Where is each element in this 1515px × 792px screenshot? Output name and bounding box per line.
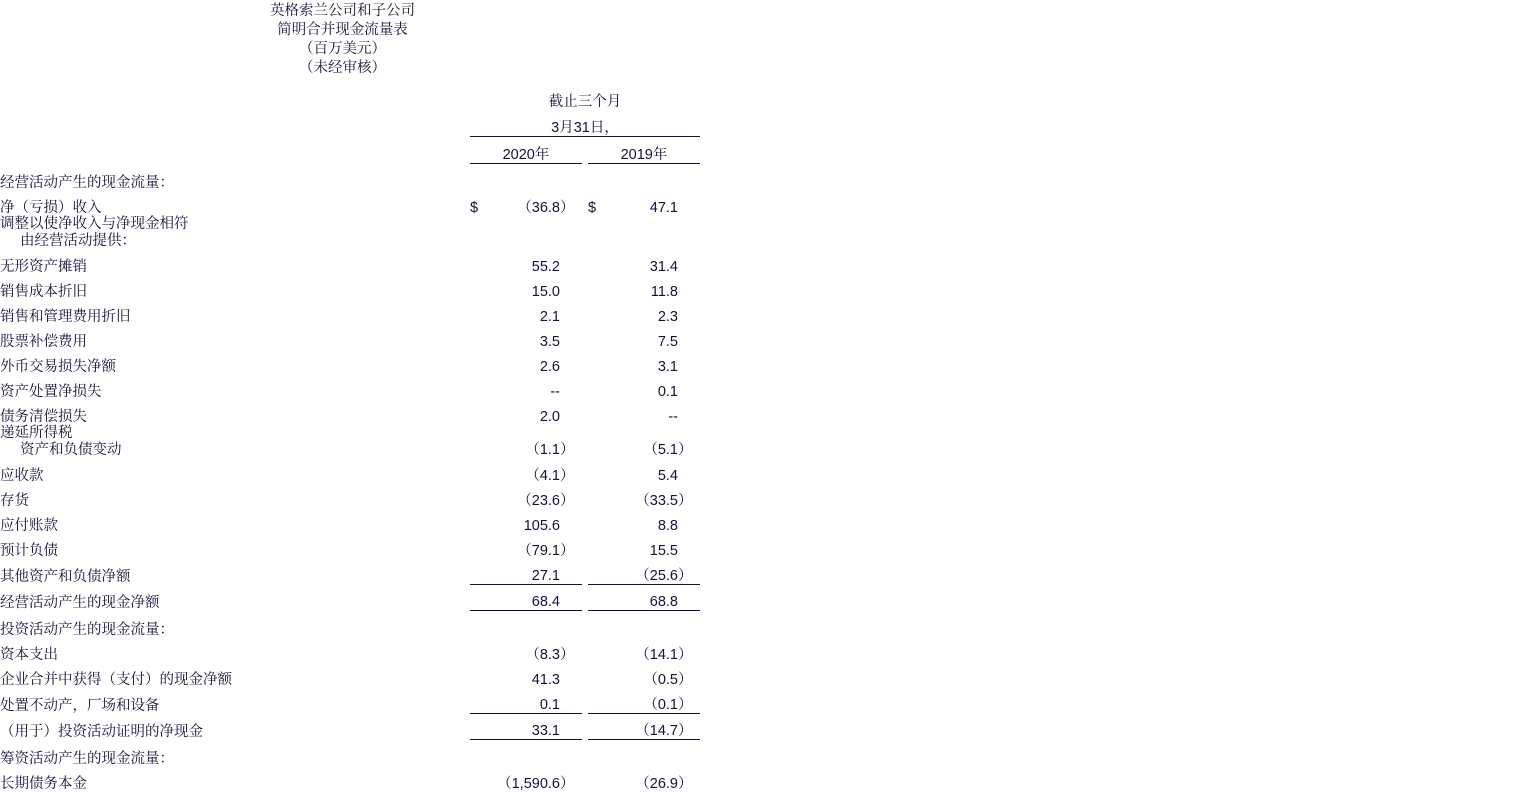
row-value-2020: -- — [550, 384, 560, 400]
row-value-2020: 0.1 — [488, 688, 560, 714]
row-value-2020-paren: ） — [560, 442, 575, 458]
title-unaudited: （未经审核） — [299, 60, 386, 76]
row-value-2020: 2.0 — [539, 409, 560, 425]
table-row — [0, 688, 700, 714]
row-currency-symbol-2020 — [470, 638, 488, 663]
row-currency-symbol-2019 — [588, 250, 606, 275]
row-value-2019-paren — [678, 216, 700, 250]
row-label-line2: 资产和负债变动 — [20, 442, 122, 458]
row-value-2020-paren: ） — [560, 200, 575, 216]
row-currency-symbol-2020 — [470, 275, 488, 300]
row-label-line1: 递延所得税 — [0, 425, 73, 441]
row-label: 净（亏损）收入 — [0, 200, 102, 216]
row-label: 经营活动产生的现金流量： — [0, 175, 174, 191]
row-currency-symbol-2019 — [588, 425, 606, 459]
row-value-2019-paren — [678, 300, 700, 325]
table-row — [0, 250, 700, 275]
table-row — [0, 484, 700, 509]
row-value-2019: 47.1 — [649, 200, 678, 216]
row-currency-symbol-2019 — [588, 325, 606, 350]
row-label-line2: 由经营活动提供： — [20, 233, 136, 249]
table-body — [0, 84, 700, 792]
row-value-2020 — [488, 164, 560, 192]
row-value-2019: 11.8 — [650, 284, 678, 300]
row-currency-symbol-2020 — [470, 164, 488, 192]
row-value-2019-paren: ） — [678, 442, 693, 458]
row-value-2020-paren — [560, 400, 582, 425]
row-value-2019-paren: ） — [678, 672, 693, 688]
row-value-2019: （33.5 — [635, 493, 678, 509]
row-value-2020: （1,590.6 — [497, 776, 560, 792]
row-currency-symbol-2019 — [588, 164, 606, 192]
row-label-line1: 调整以使净收入与净现金相符 — [0, 216, 189, 232]
title-units: （百万美元） — [299, 41, 386, 57]
table-row — [0, 740, 700, 768]
row-currency-symbol-2020 — [470, 559, 488, 585]
row-label: 销售和管理费用折旧 — [0, 309, 131, 325]
row-value-2019: 0.1 — [657, 384, 678, 400]
header-row-date — [0, 110, 700, 137]
row-value-2019-paren — [678, 375, 700, 400]
table-row — [0, 375, 700, 400]
row-label: 处置不动产，厂场和设备 — [0, 697, 160, 714]
row-currency-symbol-2020 — [470, 484, 488, 509]
row-label: 应付账款 — [0, 518, 58, 534]
title-company: 英格索兰公司和子公司 — [270, 3, 415, 19]
row-currency-symbol-2019 — [588, 216, 606, 250]
row-value-2020-paren — [560, 350, 582, 375]
table-row — [0, 559, 700, 585]
header-row-period — [0, 84, 700, 110]
row-value-2020-paren — [560, 611, 582, 639]
row-value-2020-paren — [560, 740, 582, 768]
row-label: 销售成本折旧 — [0, 284, 87, 300]
cash-flow-table — [0, 84, 700, 792]
table-row — [0, 191, 700, 216]
row-label — [0, 216, 470, 250]
row-value-2019: 8.8 — [657, 518, 678, 534]
row-value-2020: （36.8 — [517, 200, 560, 216]
row-value-2019-paren — [678, 509, 700, 534]
row-value-2020-paren: ） — [560, 647, 575, 663]
row-currency-symbol-2020 — [470, 459, 488, 484]
row-value-2020-paren: ） — [560, 543, 575, 559]
row-currency-symbol-2020 — [470, 325, 488, 350]
row-value-2019: 15.5 — [649, 543, 678, 559]
header-year-2020: 2020年 — [470, 137, 582, 164]
table-row — [0, 164, 700, 192]
row-value-2020-paren — [560, 509, 582, 534]
header-period-label: 截止三个月 — [548, 94, 622, 110]
row-value-2020-paren — [560, 216, 582, 250]
row-currency-symbol-2019 — [588, 375, 606, 400]
row-currency-symbol-2020 — [470, 300, 488, 325]
row-currency-symbol-2020 — [470, 740, 488, 768]
row-value-2020 — [488, 216, 560, 250]
row-currency-symbol-2020 — [470, 688, 488, 714]
row-currency-symbol-2019 — [588, 400, 606, 425]
row-label: 预计负债 — [0, 543, 58, 559]
row-currency-symbol-2019 — [588, 350, 606, 375]
row-value-2020 — [488, 611, 560, 639]
row-currency-symbol-2020 — [470, 400, 488, 425]
row-value-2019: 2.3 — [657, 309, 678, 325]
row-value-2019: 31.4 — [649, 259, 678, 275]
row-currency-symbol-2020 — [470, 375, 488, 400]
row-value-2020-paren: ） — [560, 493, 575, 509]
row-value-2019-paren — [678, 611, 700, 639]
row-value-2020: 41.3 — [531, 672, 560, 688]
row-value-2020: （23.6 — [517, 493, 560, 509]
row-value-2019-paren: ） — [678, 493, 693, 509]
row-currency-symbol-2020 — [470, 714, 488, 740]
table-row — [0, 275, 700, 300]
row-value-2020-paren — [560, 325, 582, 350]
row-value-2020: 105.6 — [523, 518, 560, 534]
table-row — [0, 400, 700, 425]
row-value-2019-paren — [678, 740, 700, 768]
row-value-2019 — [606, 216, 678, 250]
row-value-2019-paren — [678, 534, 700, 559]
row-value-2020: 68.4 — [488, 585, 560, 611]
row-value-2020-paren — [560, 300, 582, 325]
row-value-2020-paren — [560, 275, 582, 300]
row-value-2020: 15.0 — [531, 284, 560, 300]
row-label: 应收款 — [0, 468, 44, 484]
row-value-2019: 3.1 — [657, 359, 678, 375]
row-value-2019-paren — [678, 164, 700, 192]
row-value-2020-paren — [560, 714, 582, 740]
row-currency-symbol-2020 — [470, 425, 488, 459]
row-label: 长期债务本金 — [0, 776, 87, 792]
row-value-2019-paren: ） — [678, 647, 693, 663]
row-currency-symbol-2019 — [588, 509, 606, 534]
row-value-2019-paren: ） — [678, 776, 693, 792]
row-value-2019-paren: ） — [678, 714, 700, 740]
row-value-2020: （1.1 — [525, 442, 560, 458]
row-label: 企业合并中获得（支付）的现金净额 — [0, 672, 232, 688]
row-currency-symbol-2019 — [588, 585, 606, 611]
row-label: 筹资活动产生的现金流量： — [0, 751, 174, 767]
row-value-2020: 27.1 — [488, 559, 560, 585]
row-currency-symbol-2019 — [588, 663, 606, 688]
table-row — [0, 611, 700, 639]
table-row — [0, 459, 700, 484]
row-currency-symbol-2019 — [588, 484, 606, 509]
row-currency-symbol-2019 — [588, 534, 606, 559]
row-value-2020-paren: ） — [560, 776, 575, 792]
row-value-2020: （79.1 — [517, 543, 560, 559]
row-currency-symbol-2020 — [470, 216, 488, 250]
row-value-2020: 33.1 — [488, 714, 560, 740]
table-row — [0, 509, 700, 534]
row-currency-symbol-2019 — [588, 275, 606, 300]
row-value-2019-paren — [678, 459, 700, 484]
row-currency-symbol-2020 — [470, 611, 488, 639]
row-currency-symbol-2020: $ — [470, 200, 479, 216]
header-year-2019: 2019年 — [588, 137, 700, 164]
row-value-2019: （25.6 — [606, 559, 678, 585]
row-currency-symbol-2019 — [588, 688, 606, 714]
row-value-2020-paren — [560, 688, 582, 714]
table-row — [0, 663, 700, 688]
row-value-2019-paren — [678, 325, 700, 350]
row-value-2020: 2.6 — [539, 359, 560, 375]
row-value-2019: （5.1 — [643, 442, 678, 458]
row-value-2019-paren — [678, 250, 700, 275]
table-row — [0, 714, 700, 740]
row-label: 资产处置净损失 — [0, 384, 102, 400]
row-value-2019: 68.8 — [606, 585, 678, 611]
row-value-2020: 55.2 — [531, 259, 560, 275]
table-row — [0, 638, 700, 663]
table-row — [0, 585, 700, 611]
row-value-2020-paren — [560, 663, 582, 688]
table-row — [0, 534, 700, 559]
row-value-2019: 7.5 — [657, 334, 678, 350]
row-value-2019: （14.1 — [635, 647, 678, 663]
row-currency-symbol-2019 — [588, 459, 606, 484]
header-row-years — [0, 137, 700, 164]
row-value-2020-paren — [560, 585, 582, 611]
row-value-2019: 5.4 — [657, 468, 678, 484]
table-row — [0, 325, 700, 350]
title-statement: 简明合并现金流量表 — [277, 22, 408, 38]
row-value-2019-paren — [678, 191, 700, 216]
row-label: 外币交易损失净额 — [0, 359, 116, 375]
row-value-2019-paren: ） — [678, 688, 700, 714]
row-currency-symbol-2020 — [470, 663, 488, 688]
row-currency-symbol-2019: $ — [588, 200, 597, 216]
row-currency-symbol-2020 — [470, 350, 488, 375]
table-row — [0, 300, 700, 325]
row-value-2019 — [606, 611, 678, 639]
row-value-2019-paren: ） — [678, 559, 700, 585]
row-currency-symbol-2019 — [588, 638, 606, 663]
row-value-2019: （0.5 — [643, 672, 678, 688]
row-value-2020: 3.5 — [539, 334, 560, 350]
row-value-2019: （26.9 — [635, 776, 678, 792]
row-label: 资本支出 — [0, 647, 58, 663]
table-row — [0, 425, 700, 459]
row-value-2020: （8.3 — [525, 647, 560, 663]
row-value-2019 — [606, 164, 678, 192]
row-currency-symbol-2019 — [588, 611, 606, 639]
statement-title — [0, 2, 685, 78]
table-row — [0, 767, 700, 792]
row-currency-symbol-2019 — [588, 559, 606, 585]
row-value-2020: 2.1 — [539, 309, 560, 325]
row-label: 投资活动产生的现金流量： — [0, 622, 174, 638]
row-value-2019 — [606, 740, 678, 768]
row-label: 经营活动产生的现金净额 — [0, 594, 160, 611]
row-currency-symbol-2019 — [588, 300, 606, 325]
table-row — [0, 350, 700, 375]
row-currency-symbol-2020 — [470, 534, 488, 559]
row-label: 存货 — [0, 493, 29, 509]
table-row — [0, 216, 700, 250]
row-label: 股票补偿费用 — [0, 334, 87, 350]
row-label: 无形资产摊销 — [0, 259, 87, 275]
row-value-2020-paren — [560, 250, 582, 275]
header-date-label: 3月31日， — [470, 110, 700, 137]
row-currency-symbol-2020 — [470, 585, 488, 611]
row-value-2020-paren: ） — [560, 468, 575, 484]
row-currency-symbol-2019 — [588, 767, 606, 792]
row-value-2020 — [488, 740, 560, 768]
row-label — [0, 425, 470, 459]
row-currency-symbol-2020 — [470, 509, 488, 534]
row-value-2019: -- — [668, 409, 678, 425]
row-value-2019-paren — [678, 585, 700, 611]
row-value-2020-paren — [560, 375, 582, 400]
row-value-2020-paren — [560, 164, 582, 192]
row-value-2019-paren — [678, 275, 700, 300]
row-label: 其他资产和负债净额 — [0, 568, 131, 585]
row-currency-symbol-2019 — [588, 740, 606, 768]
row-value-2020: （4.1 — [525, 468, 560, 484]
row-currency-symbol-2020 — [470, 250, 488, 275]
row-value-2019-paren — [678, 400, 700, 425]
row-value-2020-paren — [560, 559, 582, 585]
row-currency-symbol-2019 — [588, 714, 606, 740]
row-label: 债务清偿损失 — [0, 409, 87, 425]
row-value-2019-paren — [678, 350, 700, 375]
row-value-2019: （0.1 — [606, 688, 678, 714]
row-label: （用于）投资活动证明的净现金 — [0, 723, 203, 740]
row-value-2019: （14.7 — [606, 714, 678, 740]
row-currency-symbol-2020 — [470, 767, 488, 792]
